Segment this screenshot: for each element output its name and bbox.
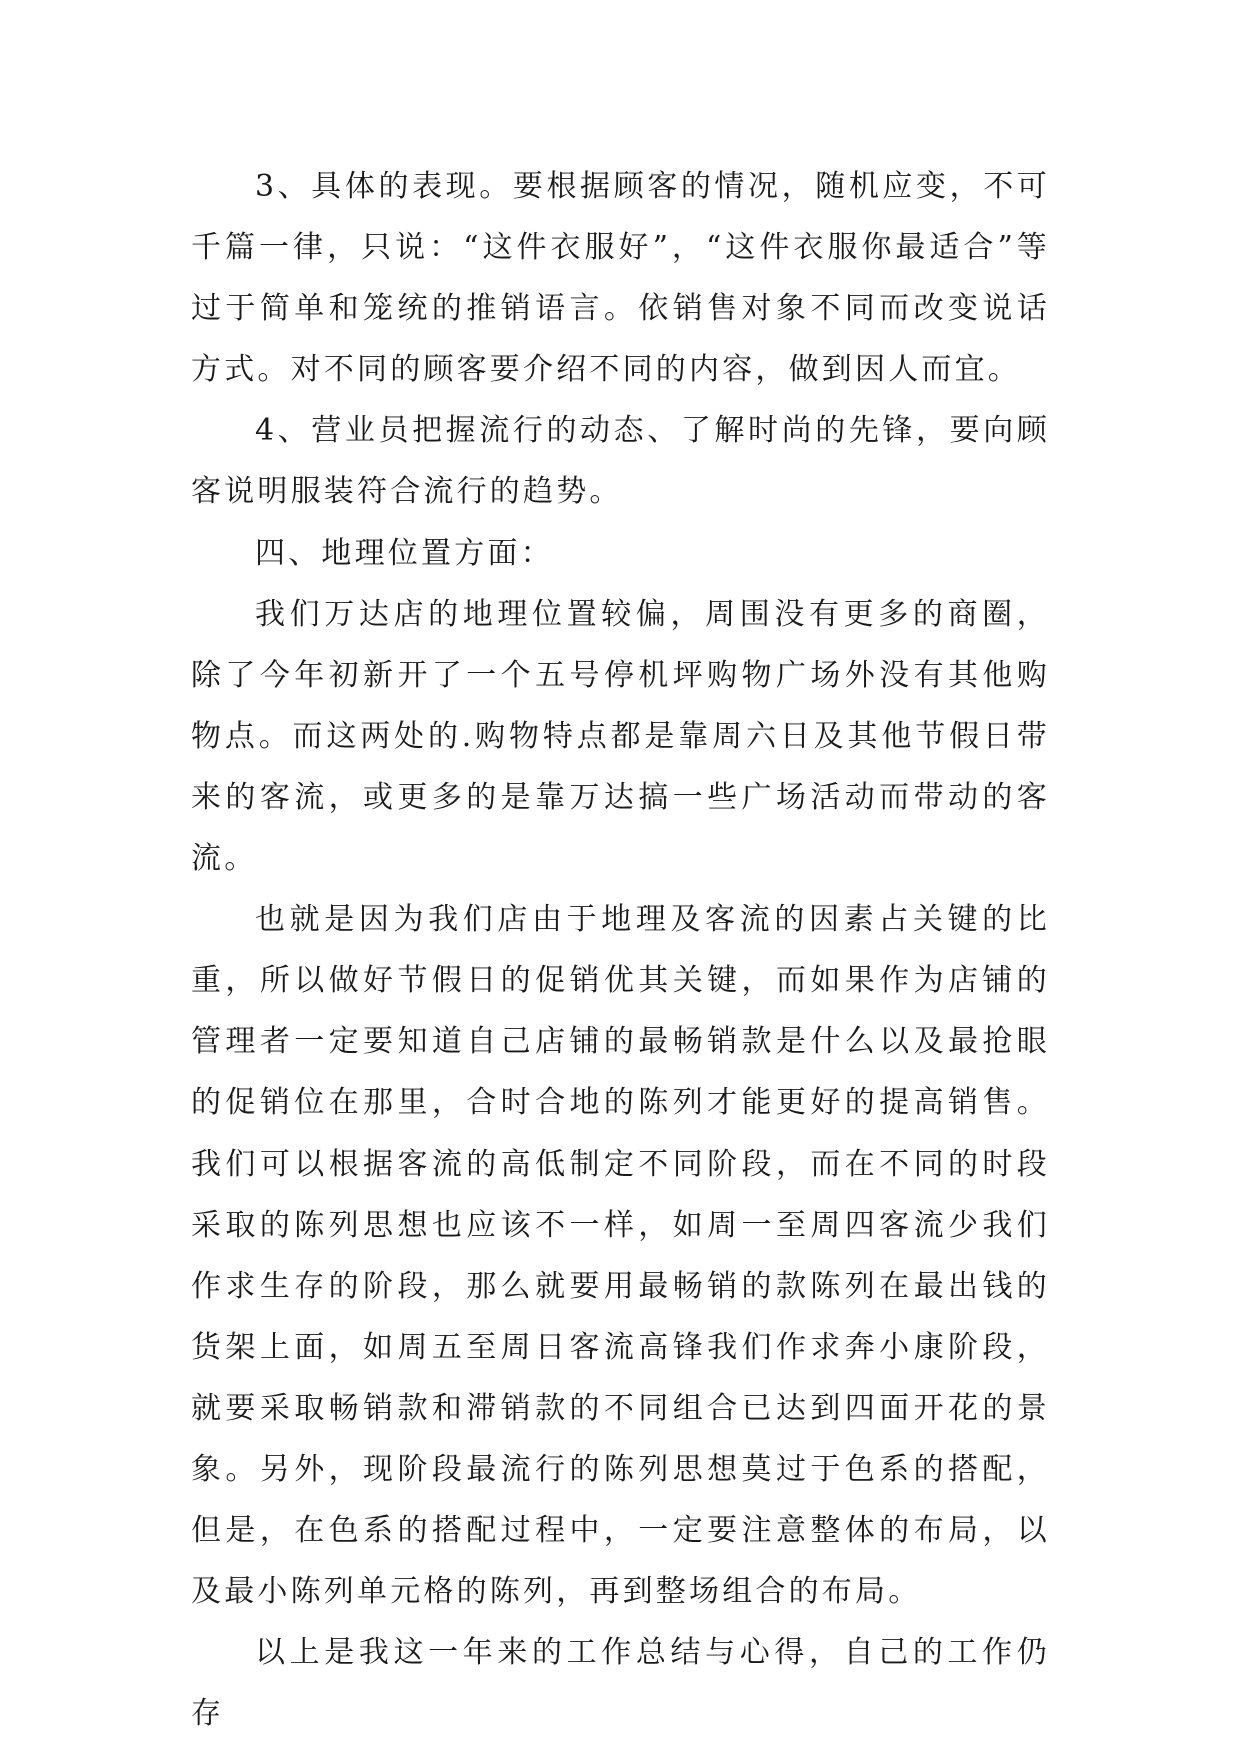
paragraph-item-4: 4、营业员把握流行的动态、了解时尚的先锋，要向顾客说明服装符合流行的趋势。: [191, 413, 1050, 510]
paragraph-display-strategy: 也就是因为我们店由于地理及客流的因素占关键的比重，所以做好节假日的促销优其关键，而如果作为店铺的管理者一定要知道自己店铺的最畅销款是什么以及最抢眼的促销位在那里，合时合地的陈列才能更好的提高销售。我们可以根据客流的高低制定不同阶段，而在不同的时段采取的陈列思想也应该不一样，如周一至周四客流少我们作求生存的阶段，那么就要用最畅销的款陈列在最出钱的货架上面，如周五至周日客流高锋我们作求奔小康阶段，就要采取畅销款和滞销款的不同组合已达到四面开花的景象。另外，现阶段最流行的陈列思想莫过于色系的搭配，但是，在色系的搭配过程中，一定要注意整体的布局，以及最小陈列单元格的陈列，再到整场组合的布局。: [191, 902, 1050, 1610]
document-body: [191, 156, 1050, 1744]
section-heading-location: 四、地理位置方面：: [255, 535, 554, 571]
paragraph-summary: 以上是我这一年来的工作总结与心得，自己的工作仍存: [191, 1635, 1050, 1732]
paragraph-location: 我们万达店的地理位置较偏，周围没有更多的商圈，除了今年初新开了一个五号停机坪购物广场外没有其他购物点。而这两处的.购物特点都是靠周六日及其他节假日带来的客流，或更多的是靠万达搞一些广场活动而带动的客流。: [191, 596, 1050, 877]
paragraph-item-3: 3、具体的表现。要根据顾客的情况，随机应变，不可千篇一律，只说：“这件衣服好”，“这件衣服你最适合”等过于简单和笼统的推销语言。依销售对象不同而改变说话方式。对不同的顾客要介绍不同的内容，做到因人而宜。: [191, 169, 1050, 388]
